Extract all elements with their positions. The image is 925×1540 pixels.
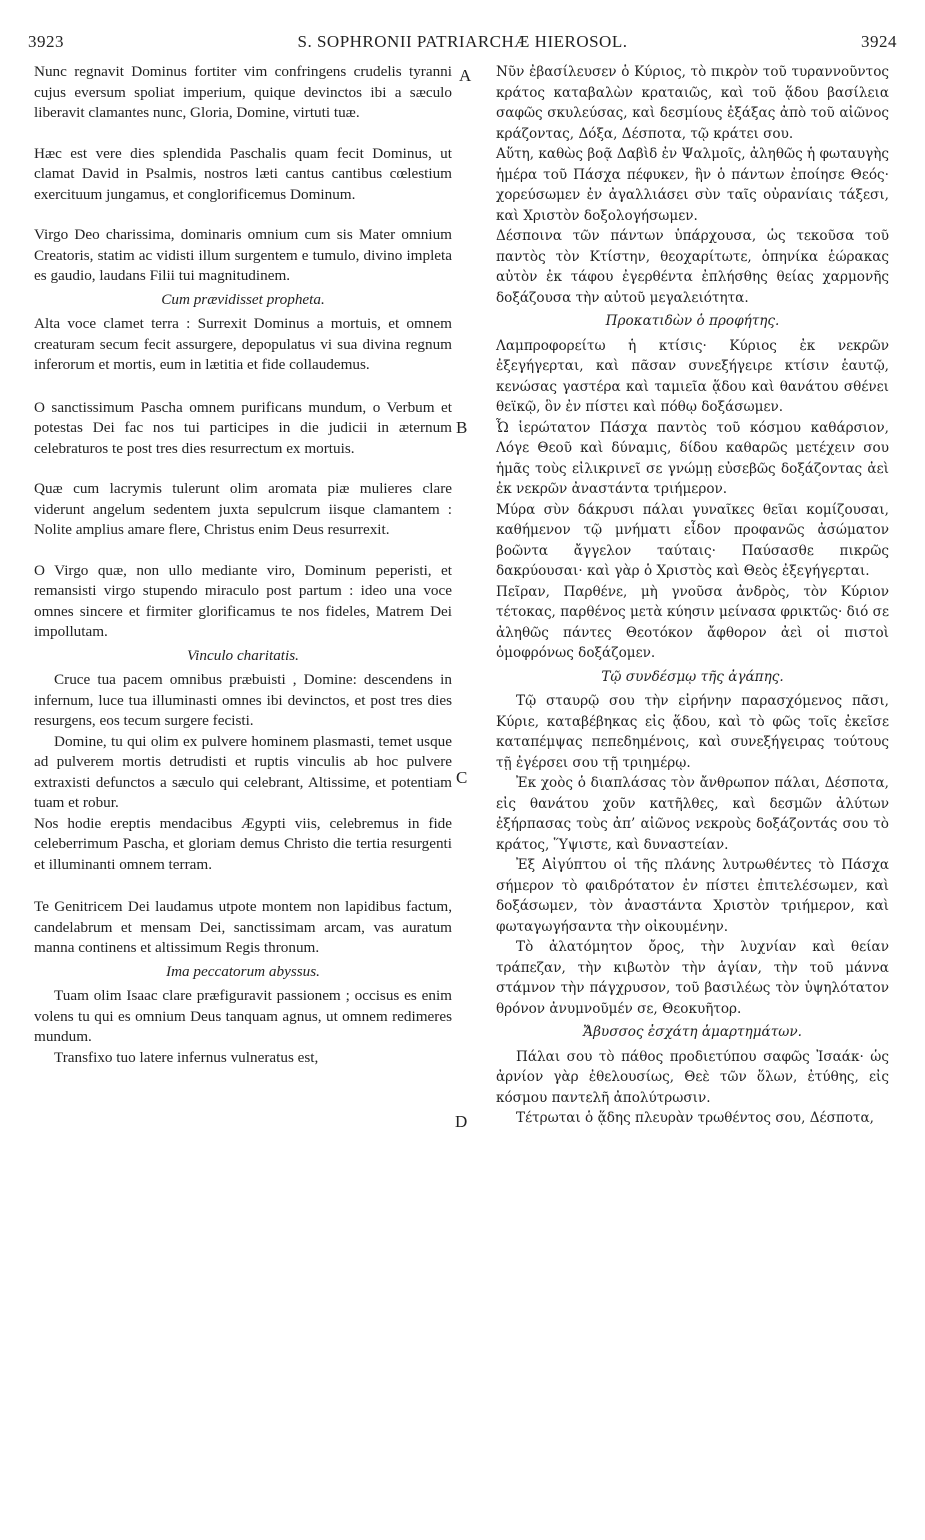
margin-marker-a: A xyxy=(459,66,472,85)
latin-paragraph: Virgo Deo charissima, dominaris omnium cum sis Mater omnium Creatoris, statim ac vidisti illum surgentem e tumulo, divino impleta es gaudio, laudans Filii tui magnitudinem. xyxy=(34,226,452,284)
greek-paragraph: Ἐκ χοὸς ὁ διαπλάσας τὸν ἄνθρωπον πάλαι, Δέσποτα, εἰς θανάτου χοῦν κατῆλθες, καὶ δεσμῶν ἀλύτων ἐξήρπασας τοὺς ἀπ’ αἰῶνος νεκροὺς δοξάζοντάς σου τὸ κράτος, Ὕψιστε, καὶ δυναστείαν. xyxy=(496,775,889,853)
greek-paragraph: Ὦ ἱερώτατον Πάσχα παντὸς τοῦ κόσμου καθάρσιον, Λόγε Θεοῦ καὶ δύναμις, δίδου καθαρῶς μετέχειν σου ἡμᾶς τοὺς εἰλικρινεῖ σε γνώμῃ εὐσεβῶς δοξάζοντας ἀεὶ ἐκ νεκρῶν ἀναστάντα τριήμερον. xyxy=(496,419,889,497)
latin-section-heading: Cum prævidisset propheta. xyxy=(161,290,325,308)
margin-marker-c: C xyxy=(456,768,468,787)
greek-paragraph: Πεῖραν, Παρθένε, μὴ γνοῦσα ἀνδρὸς, τὸν Κύριον τέτοκας, παρθένος μετὰ κύησιν μείνασα φρικτῶς· διό σε ἀληθῶς πάντες Θεοτόκον ἄφθορον ἀεὶ οἱ πιστοὶ ὁμοφρόνως δοξάζομεν. xyxy=(496,583,889,661)
greek-paragraph: Αὕτη, καθὼς βοᾷ Δαβὶδ ἐν Ψαλμοῖς, ἀληθῶς ἡ φωταυγὴς ἡμέρα τοῦ Πάσχα πέφυκεν, ἣν ὁ πάντων ἐποίησε Θεός· χορεύσωμεν ἐν ἀγαλλιάσει σὺν ταῖς οὐρανίαις τάξεσι, καὶ Χριστὸν δοξολογήσωμεν. xyxy=(496,146,889,224)
page-number-left: 3923 xyxy=(28,32,64,51)
latin-paragraph: O Virgo quæ, non ullo mediante viro, Dominum peperisti, et remansisti virgo stupendo miraculo post partum : ideo una voce omnes sincere et firmiter glorificamus te nos fideles, Matrem Dei impollutam. xyxy=(34,561,452,640)
greek-column xyxy=(496,62,889,1129)
greek-paragraph: Ἐξ Αἰγύπτου οἱ τῆς πλάνης λυτρωθέντες τὸ Πάσχα σήμερον τὸ φαιδρότατον ἐν πίστει ἐπιτελέσωμεν, καὶ δοξάσωμεν, τὸν ἀναστάντα Χριστὸν τριήμερον, καὶ φωταγωγήσαντα τὴν οἰκουμένην. xyxy=(496,857,889,935)
latin-paragraph: O sanctissimum Pascha omnem purificans mundum, o Verbum et potestas Dei fac nos tui participes in die judicii in æternum celebraturos te post tres dies resurrectum ex mortuis. xyxy=(34,398,452,457)
latin-paragraph: Quæ cum lacrymis tulerunt olim aromata piæ mulieres clare viderunt angelum sedentem juxta sepulcrum iisque clamantem : Nolite amplius amare flere, Christus enim Deus resurrexit. xyxy=(34,480,452,538)
margin-marker-b: B xyxy=(456,418,468,437)
latin-column xyxy=(34,62,452,1068)
greek-paragraph: Λαμπροφορείτω ἡ κτίσις· Κύριος ἐκ νεκρῶν ἐξεγήγερται, καὶ πᾶσαν συνεξήγειρε κτίσιν ἑαυτῷ, κενώσας γαστέρα καὶ ταμιεῖα ᾅδου καὶ θανάτου σθένει θεϊκῷ, ὃν ἐν πίστει καὶ πόθῳ δοξάσωμεν. xyxy=(496,337,889,415)
latin-paragraph: Transfixo tuo latere infernus vulneratus est, xyxy=(54,1048,319,1066)
greek-paragraph: Δέσποινα τῶν πάντων ὑπάρχουσα, ὡς τεκοῦσα τοῦ παντὸς τὸν Κτίστην, θεοχαρίτωτε, ὁπηνίκα ἑώρακας αὐτὸν ἐκ τάφου ἐγερθέντα ἐπλήσθης θείας χαρμονῆς δοξάζουσα τὴν αὐτοῦ μεγαλειότητα. xyxy=(496,228,889,306)
latin-paragraph: Hæc est vere dies splendida Paschalis quam fecit Dominus, ut clamat David in Psalmis, nostros læti cantus cantibus cœlestium exercituum jungamus, et conglorificemus Dominum. xyxy=(34,144,452,203)
running-title: S. SOPHRONII PATRIARCHÆ HIEROSOL. xyxy=(297,32,628,51)
greek-paragraph: Μύρα σὺν δάκρυσι πάλαι γυναῖκες θεῖαι κομίζουσαι, καθήμενον τῷ μνήματι εἶδον προφανῶς ἀσώματον βοῶντα ἄγγελον ταύταις· Παύσασθε πικρῶς δακρύουσαι· καὶ γὰρ ὁ Χριστὸς καὶ Θεὸς ἐξεγήγερται. xyxy=(496,501,889,579)
greek-section-heading: Τῷ συνδέσμῳ τῆς ἀγάπης. xyxy=(601,668,784,685)
latin-paragraph: Cruce tua pacem omnibus præbuisti , Domine: descendens in infernum, luce tua illuminasti omnes ibi devinctos, et post tres dies resurgens, eos tecum surgere fecisti. xyxy=(34,671,452,729)
latin-paragraph: Alta voce clamet terra : Surrexit Dominus a mortuis, et omnem creaturam secum fecit assurgere, depopulatus vi sua divina regnum inferorum et mortis, eum in lætitia et fide collaudemus. xyxy=(34,315,452,373)
greek-paragraph: Τὸ ἀλατόμητον ὄρος, τὴν λυχνίαν καὶ θείαν τράπεζαν, τὴν κιβωτὸν τὴν ἁγίαν, τὴν τοῦ μάννα στάμνον τὴν πάγχρυσον, τοῦ βασιλέως τὸν ὑψηλότατον θρόνον ἀνυμνοῦμέν σε, Θεοκυῆτορ. xyxy=(496,939,889,1017)
latin-paragraph: Nunc regnavit Dominus fortiter vim confringens crudelis tyranni cujus eversum spoliat imperium, quique devinctos ibi a sæculo liberavit clamantes nunc, Gloria, Domine, virtuti tuæ. xyxy=(34,63,452,121)
latin-paragraph: Te Genitricem Dei laudamus utpote montem non lapidibus factum, candelabrum et mensam Dei, sanctissimam arcam, vas auratum manna continens et altissimum Regis thronum. xyxy=(34,898,452,956)
greek-paragraph: Πάλαι σου τὸ πάθος προδιετύπου σαφῶς Ἰσαάκ· ὡς ἀρνίον γὰρ ἐθελουσίως, Θεὲ τῶν ὅλων, ἐτύθης, εἰς κόσμου παντελῆ ἀπολύτρωσιν. xyxy=(496,1048,889,1106)
latin-paragraph: Tuam olim Isaac clare præfiguravit passionem ; occisus es enim volens tu qui es omnium Deus tanquam agnus, ut omnem redimeres mundum. xyxy=(34,987,452,1045)
margin-marker-d: D xyxy=(455,1112,468,1131)
greek-paragraph: Νῦν ἐβασίλευσεν ὁ Κύριος, τὸ πικρὸν τοῦ τυραννοῦντος κράτος καταβαλὼν κραταιῶς, καὶ τοῦ ᾅδου βασίλεια σαφῶς σκυλεύσας, καὶ δεσμίους ἐξάξας ἀπὸ τοῦ αἰῶνος κράζοντας, Δόξα, Δέσποτα, τῷ κράτει σου. xyxy=(496,64,889,142)
running-header xyxy=(28,32,897,58)
latin-section-heading: Ima peccatorum abyssus. xyxy=(166,962,320,980)
latin-paragraph: Nos hodie ereptis mendacibus Ægypti viis, celebremus in fide celeberrimum Pascha, et gloriam demus Christo die tertia resurgenti et illuminanti omnem terram. xyxy=(34,814,452,873)
page-number-right: 3924 xyxy=(861,32,897,51)
greek-section-heading: Προκατιδὼν ὁ προφήτης. xyxy=(605,313,780,329)
greek-paragraph: Τέτρωται ὁ ᾅδης πλευρὰν τρωθέντος σου, Δέσποτα, xyxy=(516,1110,874,1126)
greek-paragraph: Τῷ σταυρῷ σου τὴν εἰρήνην παρασχόμενος πᾶσι, Κύριε, καταβέβηκας εἰς ᾅδου, καὶ τὸ φῶς τοῖς ἐκεῖσε καταπέμψας πεπεδημένοις, καὶ συνεξήγειρας τούτους τῇ ἐγέρσει σου τῇ τριημέρῳ. xyxy=(496,693,889,771)
latin-section-heading: Vinculo charitatis. xyxy=(187,646,299,664)
greek-section-heading: Ἄβυσσος ἐσχάτη ἁμαρτημάτων. xyxy=(583,1024,802,1040)
latin-paragraph: Domine, tu qui olim ex pulvere hominem plasmasti, temet usque ad pulverem mortis detrudisti et ruptis vinculis ab hoc pulvere extraxisti defunctos a sæculo qui celebrant, Altissime, et potentiam tuam et robur. xyxy=(34,732,452,811)
